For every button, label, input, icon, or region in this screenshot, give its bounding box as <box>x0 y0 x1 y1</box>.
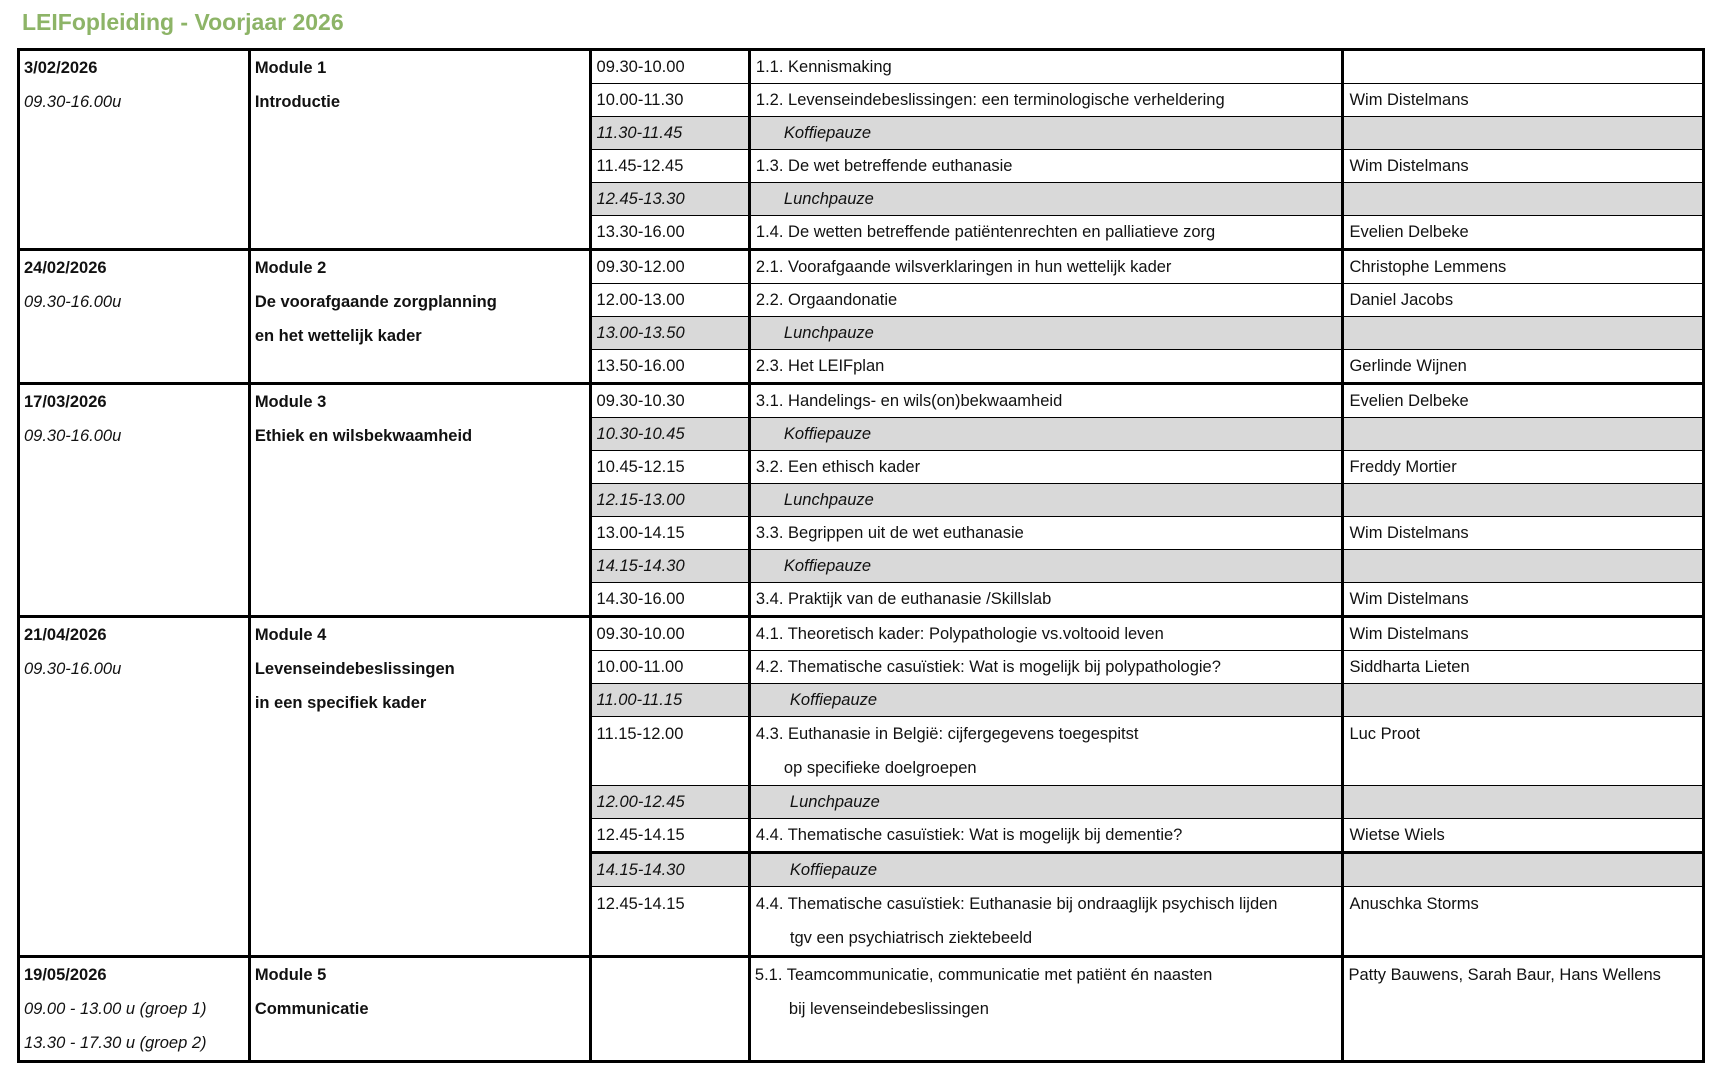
module-hours: 13.30 - 17.30 u (groep 2) <box>24 1034 207 1052</box>
session-topic: 1.2. Levenseindebeslissingen: een terminologische verheldering <box>749 84 1343 117</box>
pause-label: Koffiepauze <box>783 425 872 443</box>
session-speaker: Wim Distelmans <box>1343 617 1704 651</box>
session-time: 11.00-11.15 <box>590 684 749 717</box>
session-time: 12.45-13.30 <box>590 183 749 216</box>
session-speaker: Gerlinde Wijnen <box>1343 350 1704 384</box>
session-speaker: Freddy Mortier <box>1343 451 1704 484</box>
session-speaker <box>1343 786 1704 819</box>
module-subject: Levenseindebeslissingen <box>254 660 455 678</box>
module-hours: 09.30-16.00u <box>24 293 122 311</box>
pause-label: Koffiepauze <box>783 124 872 142</box>
session-topic: 1.3. De wet betreffende euthanasie <box>749 150 1343 183</box>
session-time: 14.15-14.30 <box>590 853 749 887</box>
session-topic: 4.1. Theoretisch kader: Polypathologie vs.voltooid leven <box>749 617 1343 651</box>
table-row <box>19 50 1704 84</box>
session-speaker: Anuschka Storms <box>1343 887 1704 957</box>
table-row <box>19 384 1704 418</box>
page-title: LEIFopleiding - Voorjaar 2026 <box>22 9 344 35</box>
session-topic <box>749 717 1343 786</box>
session-speaker: Wim Distelmans <box>1343 517 1704 550</box>
session-topic-line: 5.1. Teamcommunicatie, communicatie met patiënt én naasten <box>754 966 1213 984</box>
session-time: 10.45-12.15 <box>590 451 749 484</box>
module-label: Module 1 <box>254 59 327 77</box>
session-speaker <box>1343 484 1704 517</box>
schedule-table <box>17 48 1705 1063</box>
session-topic: 2.1. Voorafgaande wilsverklaringen in hun wettelijk kader <box>749 250 1343 284</box>
pause-label: Koffiepauze <box>789 861 878 879</box>
session-topic: 3.1. Handelings- en wils(on)bekwaamheid <box>749 384 1343 418</box>
session-topic-line: 4.4. Thematische casuïstiek: Euthanasie bij ondraaglijk psychisch lijden <box>755 895 1278 913</box>
session-topic-line: 4.3. Euthanasie in België: cijfergegevens toegespitst <box>755 725 1139 743</box>
module-hours: 09.30-16.00u <box>24 660 122 678</box>
module-1-title-cell <box>249 50 590 250</box>
pause-label: Koffiepauze <box>789 691 878 709</box>
session-time <box>590 957 749 1062</box>
session-time: 10.00-11.00 <box>590 651 749 684</box>
module-date: 19/05/2026 <box>24 966 107 984</box>
session-speaker: Wietse Wiels <box>1343 819 1704 853</box>
session-speaker <box>1343 550 1704 583</box>
module-label: Module 5 <box>254 966 327 984</box>
session-time: 14.30-16.00 <box>590 583 749 617</box>
session-time: 10.30-10.45 <box>590 418 749 451</box>
module-hours: 09.30-16.00u <box>24 427 122 445</box>
session-time: 09.30-10.00 <box>590 50 749 84</box>
session-time: 13.30-16.00 <box>590 216 749 250</box>
module-hours: 09.00 - 13.00 u (groep 1) <box>24 1000 207 1018</box>
pause-label: Lunchpauze <box>789 793 880 811</box>
session-speaker: Wim Distelmans <box>1343 84 1704 117</box>
module-2-title-cell <box>249 250 590 384</box>
session-time: 12.00-12.45 <box>590 786 749 819</box>
session-speaker: Evelien Delbeke <box>1343 384 1704 418</box>
session-time: 13.00-14.15 <box>590 517 749 550</box>
pause-label: Lunchpauze <box>783 324 874 342</box>
session-time: 14.15-14.30 <box>590 550 749 583</box>
session-speaker: Patty Bauwens, Sarah Baur, Hans Wellens <box>1343 957 1704 1062</box>
module-3-title-cell <box>249 384 590 617</box>
session-topic-continuation: tgv een psychiatrisch ziektebeeld <box>789 929 1033 947</box>
session-topic: 1.1. Kennismaking <box>749 50 1343 84</box>
table-row <box>19 957 1704 1062</box>
session-topic <box>749 957 1343 1062</box>
session-time: 13.50-16.00 <box>590 350 749 384</box>
module-1-date-cell <box>19 50 250 250</box>
module-subject: Communicatie <box>254 1000 369 1018</box>
session-topic: 2.3. Het LEIFplan <box>749 350 1343 384</box>
session-topic-continuation: op specifieke doelgroepen <box>783 759 977 777</box>
module-label: Module 4 <box>254 626 327 644</box>
module-subject: Ethiek en wilsbekwaamheid <box>254 427 473 445</box>
module-date: 21/04/2026 <box>24 626 107 644</box>
session-topic: 3.4. Praktijk van de euthanasie /Skillslab <box>749 583 1343 617</box>
module-date: 3/02/2026 <box>24 59 98 77</box>
session-time: 13.00-13.50 <box>590 317 749 350</box>
session-topic: 4.4. Thematische casuïstiek: Wat is mogelijk bij dementie? <box>749 819 1343 853</box>
session-time: 09.30-10.30 <box>590 384 749 418</box>
session-time: 09.30-12.00 <box>590 250 749 284</box>
module-3-date-cell <box>19 384 250 617</box>
module-hours: 09.30-16.00u <box>24 93 122 111</box>
module-subject: De voorafgaande zorgplanning <box>254 293 497 311</box>
module-subject: en het wettelijk kader <box>254 327 422 345</box>
pause-label: Koffiepauze <box>783 557 872 575</box>
session-speaker: Wim Distelmans <box>1343 150 1704 183</box>
session-topic: 4.2. Thematische casuïstiek: Wat is mogelijk bij polypathologie? <box>749 651 1343 684</box>
session-speaker <box>1343 853 1704 887</box>
module-2-date-cell <box>19 250 250 384</box>
session-speaker <box>1343 183 1704 216</box>
session-topic: 3.3. Begrippen uit de wet euthanasie <box>749 517 1343 550</box>
module-5-title-cell <box>249 957 590 1062</box>
module-date: 24/02/2026 <box>24 259 107 277</box>
session-time: 11.45-12.45 <box>590 150 749 183</box>
session-topic-continuation: bij levenseindebeslissingen <box>788 1000 989 1018</box>
session-speaker: Evelien Delbeke <box>1343 216 1704 250</box>
session-time: 12.45-14.15 <box>590 887 749 957</box>
session-topic: 3.2. Een ethisch kader <box>749 451 1343 484</box>
module-subject: Introductie <box>254 93 341 111</box>
module-label: Module 3 <box>254 393 327 411</box>
table-row <box>19 250 1704 284</box>
session-speaker: Luc Proot <box>1343 717 1704 786</box>
module-4-title-cell <box>249 617 590 957</box>
session-speaker: Christophe Lemmens <box>1343 250 1704 284</box>
session-time: 12.00-13.00 <box>590 284 749 317</box>
session-topic: 2.2. Orgaandonatie <box>749 284 1343 317</box>
module-4-date-cell <box>19 617 250 957</box>
session-time: 12.15-13.00 <box>590 484 749 517</box>
session-speaker: Wim Distelmans <box>1343 583 1704 617</box>
session-speaker: Daniel Jacobs <box>1343 284 1704 317</box>
session-speaker <box>1343 684 1704 717</box>
session-speaker: Siddharta Lieten <box>1343 651 1704 684</box>
session-time: 11.30-11.45 <box>590 117 749 150</box>
session-topic: 1.4. De wetten betreffende patiëntenrechten en palliatieve zorg <box>749 216 1343 250</box>
pause-label: Lunchpauze <box>783 190 874 208</box>
session-time: 12.45-14.15 <box>590 819 749 853</box>
pause-label: Lunchpauze <box>783 491 874 509</box>
session-speaker <box>1343 317 1704 350</box>
module-5-date-cell <box>19 957 250 1062</box>
session-time: 10.00-11.30 <box>590 84 749 117</box>
session-speaker <box>1343 418 1704 451</box>
module-date: 17/03/2026 <box>24 393 107 411</box>
table-row <box>19 617 1704 651</box>
session-topic <box>749 887 1343 957</box>
session-speaker <box>1343 50 1704 84</box>
module-subject: in een specifiek kader <box>254 694 427 712</box>
session-time: 09.30-10.00 <box>590 617 749 651</box>
session-time: 11.15-12.00 <box>590 717 749 786</box>
session-speaker <box>1343 117 1704 150</box>
module-label: Module 2 <box>254 259 327 277</box>
